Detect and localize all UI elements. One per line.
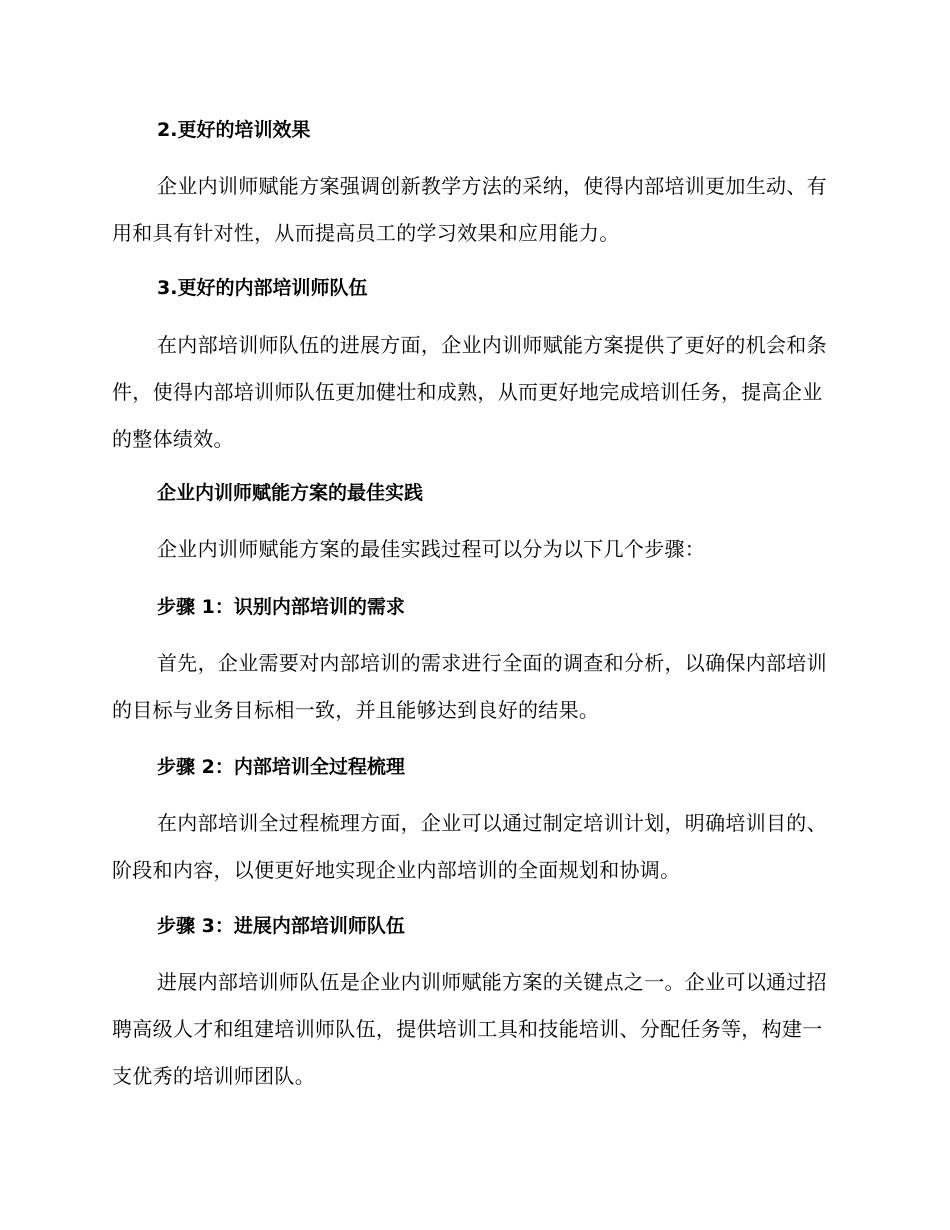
paragraph-trainer-team: 在内部培训师队伍的进展方面，企业内训师赋能方案提供了更好的机会和条件，使得内部培训师队伍更加健壮和成熟，从而更好地完成培训任务，提高企业的整体绩效。 bbox=[112, 333, 827, 451]
paragraph-step-2: 在内部培训全过程梳理方面，企业可以通过制定培训计划，明确培训目的、阶段和内容，以便更好地实现企业内部培训的全面规划和协调。 bbox=[112, 811, 827, 882]
step-heading-3: 步骤 3：进展内部培训师队伍 bbox=[157, 915, 405, 937]
step-heading-2: 步骤 2：内部培训全过程梳理 bbox=[157, 756, 405, 778]
step-heading-1: 步骤 1：识别内部培训的需求 bbox=[157, 596, 405, 618]
paragraph-step-3: 进展内部培训师队伍是企业内训师赋能方案的关键点之一。企业可以通过招聘高级人才和组建培训师队伍，提供培训工具和技能培训、分配任务等，构建一支优秀的培训师团队。 bbox=[112, 970, 827, 1088]
section-heading-better-training-effect: 2.更好的培训效果 bbox=[157, 119, 311, 141]
paragraph-step-1: 首先，企业需要对内部培训的需求进行全面的调查和分析，以确保内部培训的目标与业务目标相一致，并且能够达到良好的结果。 bbox=[112, 651, 827, 722]
paragraph-best-practice-intro: 企业内训师赋能方案的最佳实践过程可以分为以下几个步骤： bbox=[157, 537, 706, 561]
section-heading-better-trainer-team: 3.更好的内部培训师队伍 bbox=[157, 277, 368, 299]
paragraph-training-effect: 企业内训师赋能方案强调创新教学方法的采纳，使得内部培训更加生动、有用和具有针对性，从而提高员工的学习效果和应用能力。 bbox=[112, 174, 827, 245]
section-heading-best-practice: 企业内训师赋能方案的最佳实践 bbox=[157, 482, 424, 504]
